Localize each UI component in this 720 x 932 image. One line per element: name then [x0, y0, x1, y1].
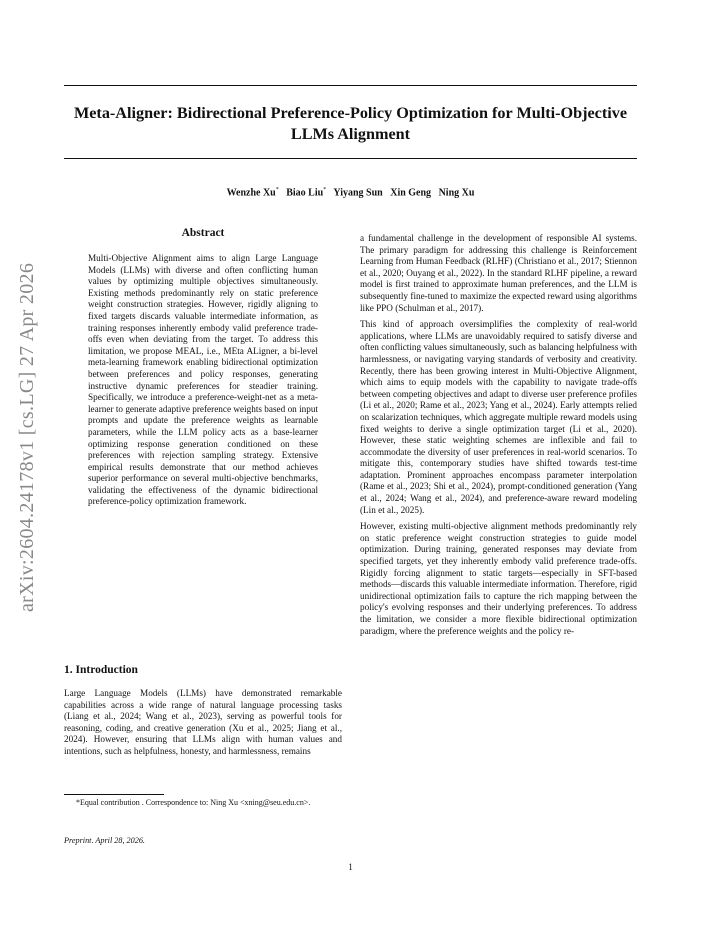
title-line-2: LLMs Alignment [290, 125, 411, 143]
abstract-body [88, 253, 318, 508]
author-mark: * [275, 187, 279, 193]
intro-heading: 1. Introduction [64, 664, 138, 676]
arxiv-side-stamp: arXiv:2604.24178v1 [cs.LG] 27 Apr 2026 [16, 262, 38, 612]
right-column [360, 233, 637, 637]
author-name: Xin Geng [390, 187, 432, 199]
intro-body [64, 688, 342, 758]
author-name: Biao Liu [286, 187, 324, 199]
intro-paragraph: Large Language Models (LLMs) have demonstrated remarkable capabilities across a wide range of natural language processing tasks (Liang et al., 2024; Wang et al., 2023), serving as powerful tools for reasoning, coding, and creative generation (Xu et al., 2025; Jiang et al., 2024). However, ensuring that LLMs align with human values and intentions, such as helpfulness, honesty, and harmlessness, remains [64, 688, 342, 756]
abstract-heading: Abstract [181, 227, 225, 239]
title-rule-bottom [64, 158, 637, 159]
author-list [64, 187, 637, 198]
author-mark: * [323, 187, 327, 193]
page-number: 1 [348, 862, 353, 872]
paper-title [64, 103, 637, 145]
footnote-rule [64, 794, 164, 795]
abstract-text: Multi-Objective Alignment aims to align Large Language Models (LLMs) with diverse and often conflicting human values by optimizing multiple objectives simultaneously. Existing methods predominantly rely on static preference weight construction strategies. However, rigidly aligning to fixed targets discards valuable intermediate information, as training responses inherently embody valid preference trade-offs even when deviating from the target. To address this limitation, we propose MEAL, i.e., MEta ALigner, a bi-level meta-learning framework enabling bidirectional optimization between preferences and policy responses, generating instructive dynamic preferences for steadier training. Specifically, we introduce a preference-weight-net as a meta-learner to generate adaptive preference weights based on input prompts and update the preference weights as learnable parameters, while the LLM policy acts as a base-learner optimizing response generation conditioned on these preferences with rejection sampling strategy. Extensive empirical results demonstrate that our method achieves superior performance on several multi-objective benchmarks, validating the effectiveness of the dynamic bidirectional preference-policy optimization framework. [88, 253, 318, 507]
right-paragraph-3: However, existing multi-objective alignment methods predominantly rely on static preference weight construction strategies to guide model optimization. During training, generated responses may deviate from specified targets, yet they inherently embody valid preference trade-offs. Rigidly forcing alignment to static targets—especially in SFT-based methods—discards this valuable intermediate information. Therefore, rigid unidirectional optimization fails to capture the rich mapping between the policy's evolving responses and their underlying preferences. To address the limitation, we consider a more flexible bidirectional optimization paradigm, where the preference weights and the policy re- [360, 521, 637, 636]
right-paragraph-1: a fundamental challenge in the development of responsible AI systems. The primary paradigm for addressing this challenge is Reinforcement Learning from Human Feedback (RLHF) (Christiano et al., 2017; Stiennon et al., 2020; Ouyang et al., 2022). In the standard RLHF pipeline, a reward model is first trained to approximate human preferences, and the LLM is subsequently fine-tuned to maximize the expected reward using algorithms like PPO (Schulman et al., 2017). [360, 233, 637, 313]
author-name: Wenzhe Xu [226, 187, 276, 199]
title-line-1: Meta-Aligner: Bidirectional Preference-Policy Optimization for Multi-Objective [73, 104, 628, 122]
author-name: Yiyang Sun [333, 187, 383, 199]
preprint-date: Preprint. April 28, 2026. [64, 836, 145, 845]
title-rule-top [64, 85, 637, 86]
footnote [64, 798, 342, 809]
author-name: Ning Xu [438, 187, 475, 199]
footnote-text: *Equal contribution . Correspondence to: Ning Xu <xning@seu.edu.cn>. [76, 798, 311, 807]
right-paragraph-2: This kind of approach oversimplifies the complexity of real-world applications, where LLMs are unavoidably required to satisfy diverse and often conflicting values simultaneously, such as balancing helpfulness with harmlessness, or navigating varying standards of verbosity and creativity. Recently, there has been growing interest in Multi-Objective Alignment, which aims to equip models with the capability to navigate trade-offs between competing objectives and adapt to diverse user preference profiles (Li et al., 2020; Rame et al., 2023; Yang et al., 2024). Early attempts relied on scalarization techniques, which aggregate multiple reward models using fixed weights to derive a single optimization target (Li et al., 2020). However, these static weighting schemes are inflexible and fail to accommodate the diversity of user preferences in real-world scenarios. To mitigate this, contemporary studies have shifted towards test-time adaptation. Prominent approaches encompass parameter interpolation (Rame et al., 2023; Shi et al., 2024), prompt-conditioned generation (Yang et al., 2024; Wang et al., 2024), and preference-aware reward modeling (Lin et al., 2025). [360, 319, 637, 515]
